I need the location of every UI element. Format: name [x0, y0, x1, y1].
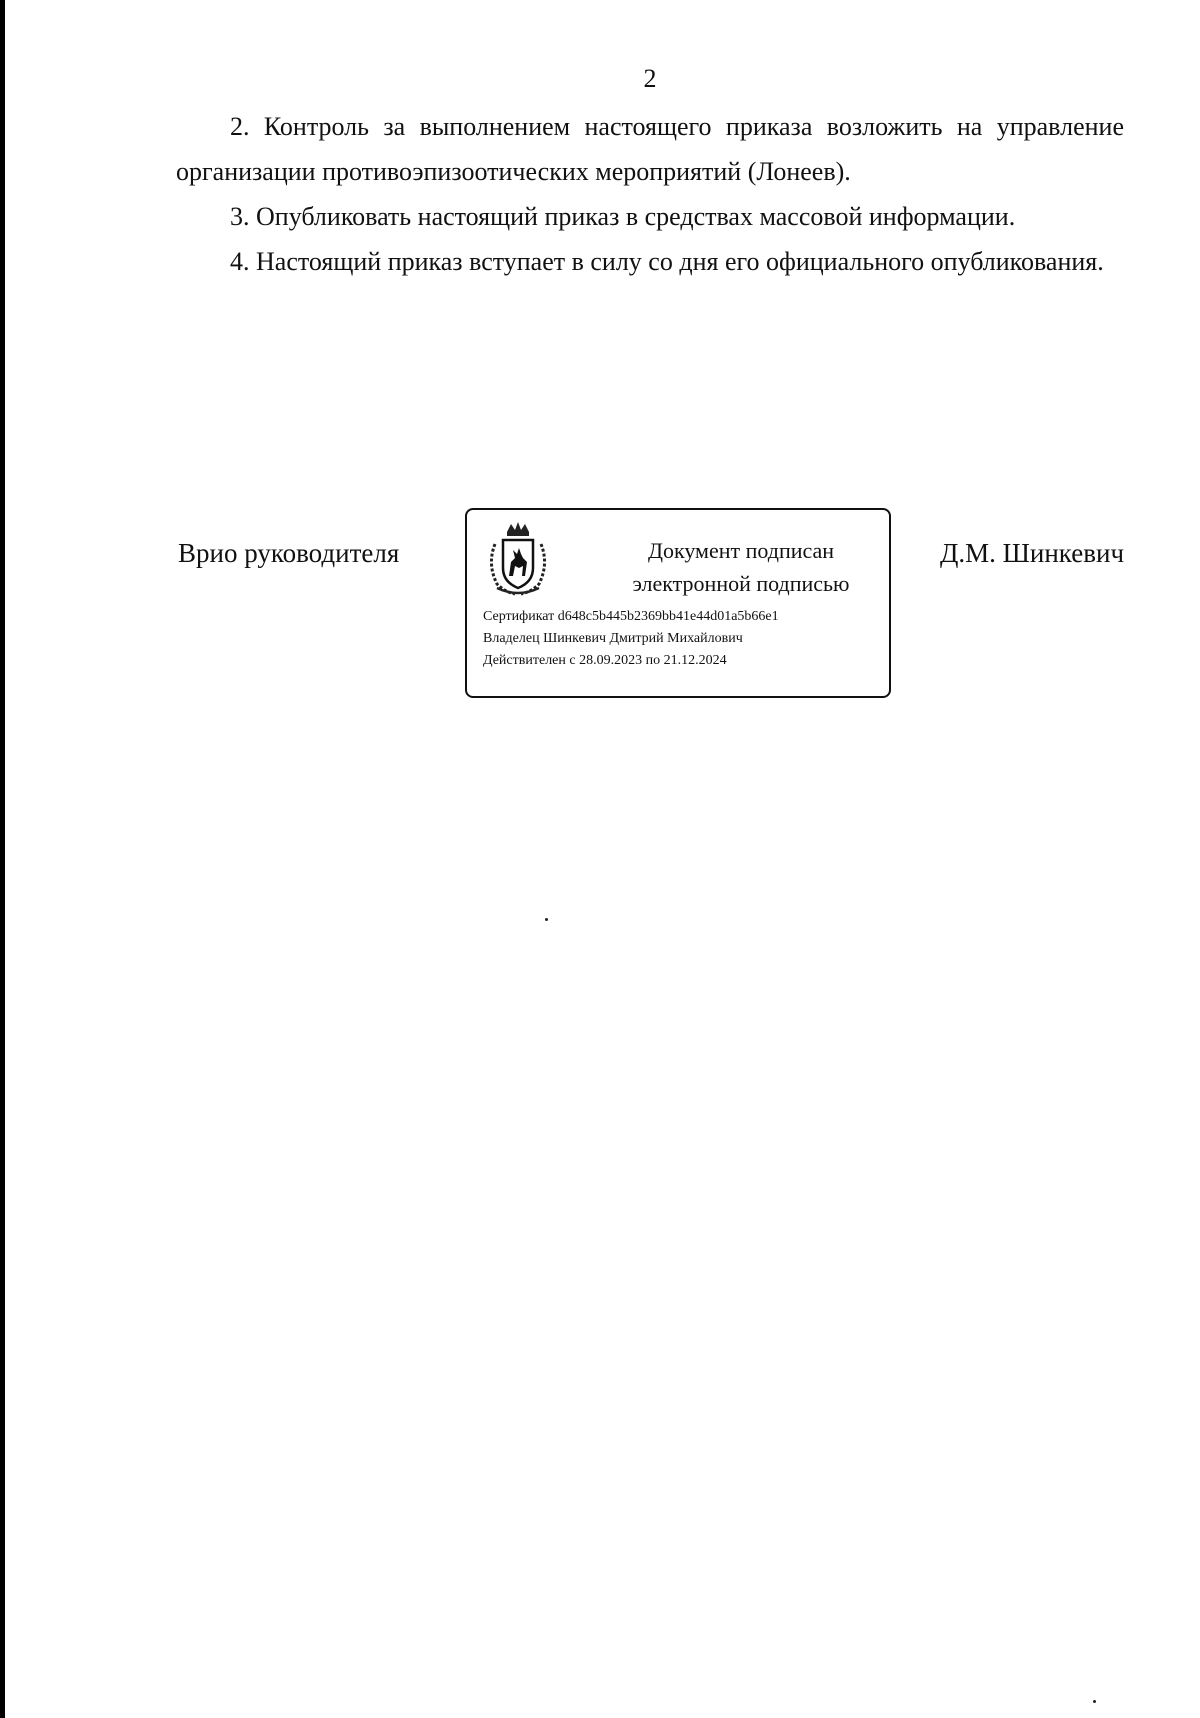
- stamp-heading: [591, 534, 891, 600]
- certificate-number: Сертификат d648c5b445b2369bb41e44d01a5b66e1: [483, 609, 779, 624]
- paragraph-publish: 3. Опубликовать настоящий приказ в средствах массовой информации.: [230, 202, 1016, 231]
- scan-edge: [0, 0, 5, 1718]
- stamp-heading-line2: электронной подписью: [632, 571, 850, 596]
- paragraph-effective: 4. Настоящий приказ вступает в силу со дня его официального опубликования.: [230, 247, 1104, 276]
- scan-speck: [1093, 1700, 1096, 1703]
- signatory-name: Д.М. Шинкевич: [940, 538, 1125, 568]
- scan-speck: [545, 918, 548, 921]
- stamp-heading-line1: Документ подписан: [647, 538, 835, 563]
- stamp-details: [483, 606, 779, 672]
- coat-of-arms-icon: [483, 518, 553, 598]
- certificate-owner: Владелец Шинкевич Дмитрий Михайлович: [483, 631, 743, 646]
- signatory-position: Врио руководителя: [178, 538, 400, 568]
- page-number: 2: [643, 64, 657, 93]
- paragraph-control: 2. Контроль за выполнением настоящего приказа возложить на управление организации противоэпизоотических мероприятий (Лонеев).: [176, 112, 1124, 186]
- document-body: [176, 104, 1124, 284]
- certificate-validity: Действителен с 28.09.2023 по 21.12.2024: [483, 653, 727, 668]
- electronic-signature-stamp: [465, 508, 891, 698]
